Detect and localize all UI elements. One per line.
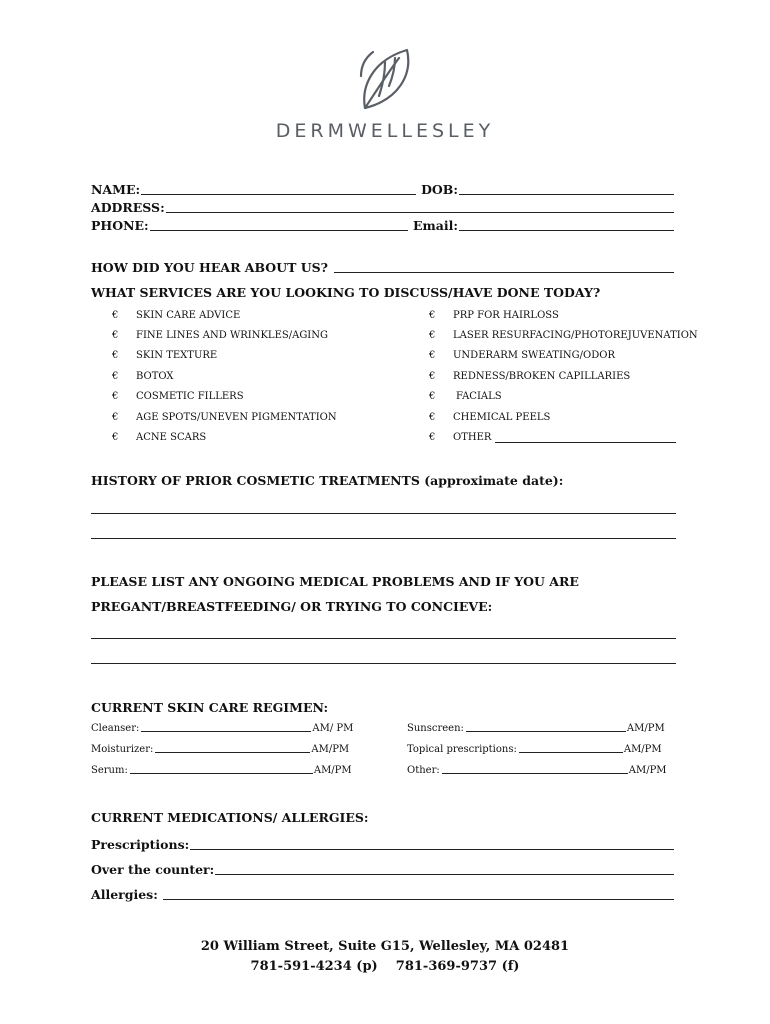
phone-label: PHONE:: [91, 218, 149, 233]
clinic-address: 20 William Street, Suite G15, Wellesley, MA 02481: [200, 939, 570, 954]
regimen-title: CURRENT SKIN CARE REGIMEN:: [91, 700, 329, 715]
service-option[interactable]: € FINE LINES AND WRINKLES/AGING: [112, 330, 328, 341]
phone-email-row: [91, 217, 676, 233]
service-option[interactable]: € SKIN CARE ADVICE: [112, 310, 241, 321]
dob-label: DOB:: [421, 182, 458, 197]
name-label: NAME:: [91, 182, 141, 197]
clinic-phones: 781-591-4234 (p) 781-369-9737 (f): [250, 959, 520, 974]
prescriptions-field[interactable]: [190, 848, 674, 850]
checkbox-icon: €: [112, 310, 119, 321]
checkbox-icon: €: [429, 412, 436, 423]
cleanser-field[interactable]: [141, 730, 311, 732]
serum-row: Serum: AM/PM: [91, 765, 352, 776]
otc-label: Over the counter:: [91, 862, 215, 877]
service-option-other[interactable]: € OTHER: [429, 432, 676, 443]
service-option[interactable]: € REDNESS/BROKEN CAPILLARIES: [429, 371, 631, 382]
prescriptions-label: Prescriptions:: [91, 837, 190, 852]
hear-row: [91, 259, 676, 275]
email-field[interactable]: [459, 229, 674, 231]
email-label: Email:: [413, 218, 458, 233]
phone-field[interactable]: [150, 229, 408, 231]
topical-row: Topical prescriptions: AM/PM: [407, 744, 662, 755]
medical-title-line1: PLEASE LIST ANY ONGOING MEDICAL PROBLEMS AND IF YOU ARE: [91, 574, 579, 589]
moisturizer-row: Moisturizer: AM/PM: [91, 744, 350, 755]
history-line[interactable]: [91, 538, 676, 539]
medical-line[interactable]: [91, 663, 676, 664]
allergies-label: Allergies:: [91, 887, 158, 902]
dob-field[interactable]: [459, 193, 674, 195]
service-option[interactable]: € CHEMICAL PEELS: [429, 412, 551, 423]
brand-name: DERMWELLESLEY: [275, 120, 495, 142]
medical-title-line2: PREGANT/BREASTFEEDING/ OR TRYING TO CONCIEVE:: [91, 599, 493, 614]
service-option[interactable]: € FACIALS: [429, 391, 502, 402]
topical-field[interactable]: [519, 751, 623, 753]
other-regimen-row: Other: AM/PM: [407, 765, 667, 776]
service-option[interactable]: € LASER RESURFACING/PHOTOREJUVENATION: [429, 330, 698, 341]
service-option[interactable]: € ACNE SCARS: [112, 432, 207, 443]
service-option[interactable]: € COSMETIC FILLERS: [112, 391, 244, 402]
sunscreen-row: Sunscreen: AM/PM: [407, 723, 665, 734]
checkbox-icon: €: [112, 330, 119, 341]
leaf-logo-icon: [355, 46, 417, 112]
checkbox-icon: €: [112, 412, 119, 423]
meds-title: CURRENT MEDICATIONS/ ALLERGIES:: [91, 810, 369, 825]
address-label: ADDRESS:: [91, 200, 165, 215]
checkbox-icon: €: [112, 371, 119, 382]
checkbox-icon: €: [429, 391, 436, 402]
checkbox-icon: €: [429, 330, 436, 341]
checkbox-icon: €: [112, 432, 119, 443]
service-option[interactable]: € AGE SPOTS/UNEVEN PIGMENTATION: [112, 412, 337, 423]
service-option[interactable]: € PRP FOR HAIRLOSS: [429, 310, 559, 321]
serum-field[interactable]: [130, 772, 313, 774]
checkbox-icon: €: [429, 350, 436, 361]
allergies-row: [91, 886, 676, 902]
hear-field[interactable]: [334, 271, 674, 273]
otc-row: [91, 861, 676, 877]
address-row: [91, 199, 676, 215]
service-option[interactable]: € SKIN TEXTURE: [112, 350, 218, 361]
name-field[interactable]: [141, 193, 416, 195]
services-title: WHAT SERVICES ARE YOU LOOKING TO DISCUSS/HAVE DONE TODAY?: [91, 285, 601, 300]
medical-line[interactable]: [91, 638, 676, 639]
service-option[interactable]: € BOTOX: [112, 371, 174, 382]
otc-field[interactable]: [215, 873, 674, 875]
checkbox-icon: €: [429, 310, 436, 321]
name-dob-row: [91, 181, 676, 197]
moisturizer-field[interactable]: [155, 751, 310, 753]
prescriptions-row: [91, 836, 676, 852]
checkbox-icon: €: [112, 391, 119, 402]
checkbox-icon: €: [112, 350, 119, 361]
history-title: HISTORY OF PRIOR COSMETIC TREATMENTS (approximate date):: [91, 473, 564, 488]
cleanser-row: Cleanser: AM/ PM: [91, 723, 354, 734]
service-option[interactable]: € UNDERARM SWEATING/ODOR: [429, 350, 615, 361]
other-service-field[interactable]: [495, 433, 676, 443]
history-line[interactable]: [91, 513, 676, 514]
allergies-field[interactable]: [163, 898, 674, 900]
checkbox-icon: €: [429, 432, 436, 443]
hear-label: HOW DID YOU HEAR ABOUT US?: [91, 260, 328, 275]
checkbox-icon: €: [429, 371, 436, 382]
sunscreen-field[interactable]: [466, 730, 626, 732]
address-field[interactable]: [166, 211, 674, 213]
other-regimen-field[interactable]: [442, 772, 628, 774]
